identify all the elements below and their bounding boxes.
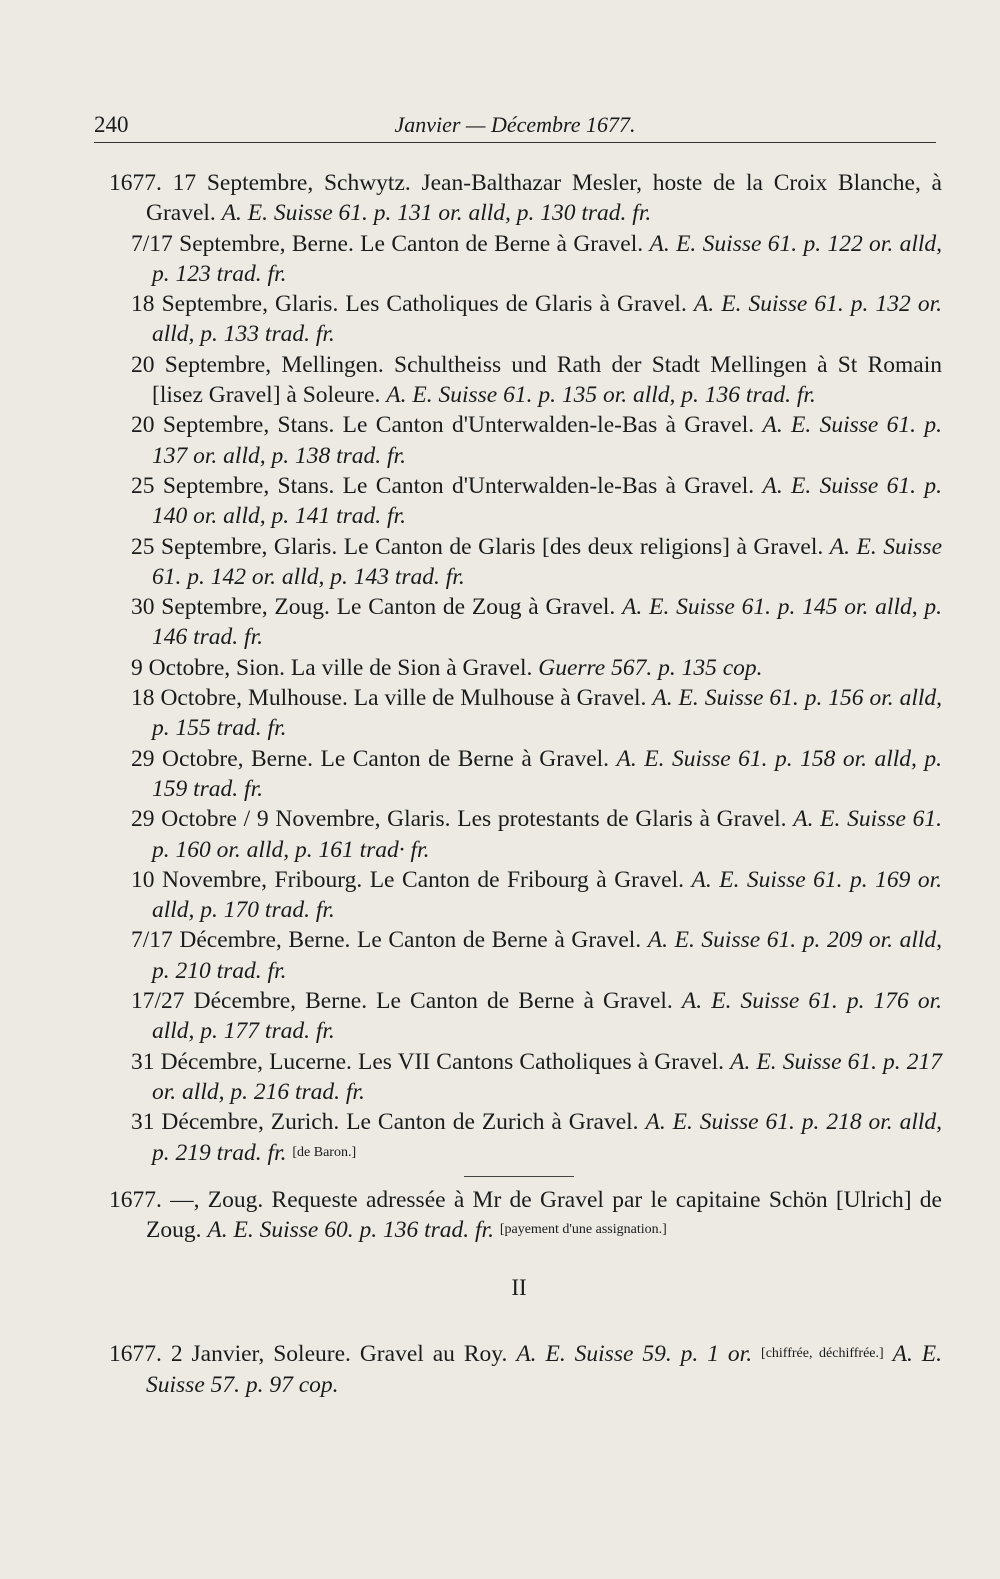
section-heading: II bbox=[511, 1275, 527, 1301]
list-item: 30 Septembre, Zoug. Le Canton de Zoug à Gravel. A. E. Suisse 61. p. 145 or. alld, p. 146 trad. fr. bbox=[131, 594, 943, 651]
list-item: 20 Septembre, Mellingen. Schultheiss und Rath der Stadt Mellingen à St Romain [lisez Gravel] à Soleure. A. E. Suisse 61. p. 135 or. alld, p. 136 trad. fr. bbox=[131, 351, 942, 409]
list-item: 31 Décembre, Zurich. Le Canton de Zurich à Gravel. A. E. Suisse 61. p. 218 or. alld, p. 219 trad. fr. [de Baron.] bbox=[131, 1109, 943, 1166]
list-item: 1677. —, Zoug. Requeste adressée à Mr de Gravel par le capitaine Schön [Ulrich] de Zoug. A. E. Suisse 60. p. 136 trad. fr. [payement d'une assignation.] bbox=[109, 1186, 942, 1244]
list-item: 9 Octobre, Sion. La ville de Sion à Gravel. Guerre 567. p. 135 cop. bbox=[131, 654, 763, 681]
header-rule bbox=[94, 142, 936, 143]
list-item: 1677. 2 Janvier, Soleure. Gravel au Roy. A. E. Suisse 59. p. 1 or. [chiffrée, déchiffrée.] A. E. Suisse 57. p. 97 cop. bbox=[109, 1341, 943, 1398]
list-item: 7/17 Septembre, Berne. Le Canton de Berne à Gravel. A. E. Suisse 61. p. 122 or. alld, p. 123 trad. fr. bbox=[131, 230, 943, 287]
list-item: 20 Septembre, Stans. Le Canton d'Unterwalden-le-Bas à Gravel. A. E. Suisse 61. p. 137 or. alld, p. 138 trad. fr. bbox=[131, 412, 943, 469]
list-item: 29 Octobre / 9 Novembre, Glaris. Les protestants de Glaris à Gravel. A. E. Suisse 61. p. 160 or. alld, p. 161 trad· fr. bbox=[131, 806, 942, 863]
page-number: 240 bbox=[94, 112, 129, 137]
list-item: 31 Décembre, Lucerne. Les VII Cantons Catholiques à Gravel. A. E. Suisse 61. p. 217 or. alld, p. 216 trad. fr. bbox=[131, 1048, 942, 1105]
list-item: 18 Octobre, Mulhouse. La ville de Mulhouse à Gravel. A. E. Suisse 61. p. 156 or. alld, p. 155 trad. fr. bbox=[131, 685, 943, 742]
list-item: 7/17 Décembre, Berne. Le Canton de Berne à Gravel. A. E. Suisse 61. p. 209 or. alld, p. 210 trad. fr. bbox=[131, 927, 943, 984]
separator-rule bbox=[464, 1176, 574, 1177]
entry-list bbox=[96, 168, 942, 1400]
page-header bbox=[94, 112, 936, 142]
running-title: Janvier — Décembre 1677. bbox=[394, 112, 636, 137]
list-item: 25 Septembre, Glaris. Le Canton de Glaris [des deux religions] à Gravel. A. E. Suisse 61. p. 142 or. alld, p. 143 trad. fr. bbox=[131, 533, 943, 590]
list-item: 17/27 Décembre, Berne. Le Canton de Berne à Gravel. A. E. Suisse 61. p. 176 or. alld, p. 177 trad. fr. bbox=[131, 988, 943, 1045]
list-item: 10 Novembre, Fribourg. Le Canton de Fribourg à Gravel. A. E. Suisse 61. p. 169 or. alld, p. 170 trad. fr. bbox=[131, 866, 943, 924]
list-item: 18 Septembre, Glaris. Les Catholiques de Glaris à Gravel. A. E. Suisse 61. p. 132 or. alld, p. 133 trad. fr. bbox=[131, 291, 943, 348]
list-item: 25 Septembre, Stans. Le Canton d'Unterwalden-le-Bas à Gravel. A. E. Suisse 61. p. 140 or. alld, p. 141 trad. fr. bbox=[131, 472, 943, 530]
list-item: 1677. 17 Septembre, Schwytz. Jean-Balthazar Mesler, hoste de la Croix Blanche, à Gravel. A. E. Suisse 61. p. 131 or. alld, p. 130 trad. fr. bbox=[109, 170, 942, 227]
list-item: 29 Octobre, Berne. Le Canton de Berne à Gravel. A. E. Suisse 61. p. 158 or. alld, p. 159 trad. fr. bbox=[131, 745, 943, 802]
